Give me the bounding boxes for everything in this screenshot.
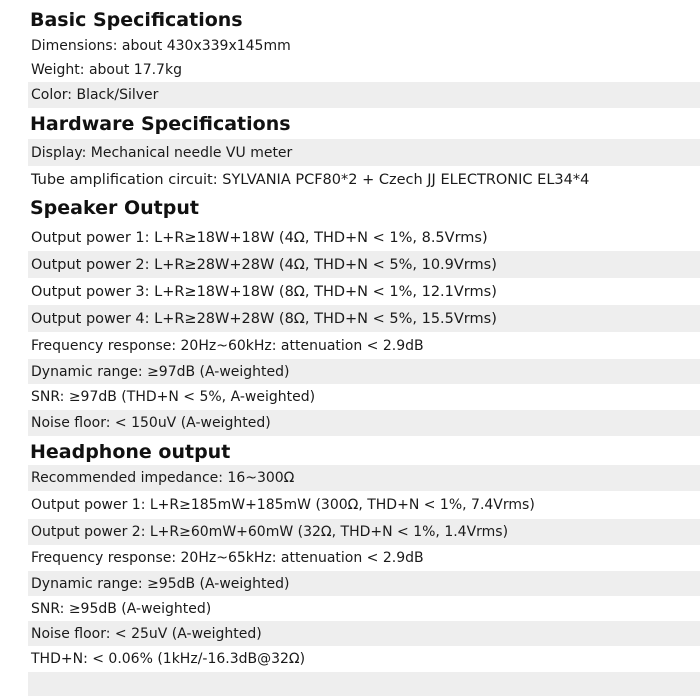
spec-row: Dimensions: about 430x339x145mm <box>31 38 291 54</box>
spec-row: Output power 1: L+R≥18W+18W (4Ω, THD+N < 1%, 8.5Vrms) <box>31 229 488 246</box>
spec-row: Output power 4: L+R≥28W+28W (8Ω, THD+N < 5%, 15.5Vrms) <box>28 305 700 332</box>
spec-row: Recommended impedance: 16~300Ω <box>28 465 700 491</box>
spec-row: Noise floor: < 25uV (A-weighted) <box>28 621 700 646</box>
table-footer-strip <box>28 672 700 696</box>
spec-row: Output power 2: L+R≥60mW+60mW (32Ω, THD+N < 1%, 1.4Vrms) <box>28 519 700 545</box>
spec-row: Frequency response: 20Hz~60kHz: attenuation < 2.9dB <box>31 337 424 354</box>
spec-row: Display: Mechanical needle VU meter <box>28 139 700 166</box>
spec-row: Color: Black/Silver <box>28 82 700 108</box>
spec-row: Tube amplification circuit: SYLVANIA PCF80*2 + Czech JJ ELECTRONIC EL34*4 <box>31 171 590 188</box>
spec-row: Noise floor: < 150uV (A-weighted) <box>28 410 700 436</box>
section-title-hardware: Hardware Specifications <box>30 113 291 135</box>
spec-row: SNR: ≥97dB (THD+N < 5%, A-weighted) <box>31 389 316 405</box>
spec-row: Frequency response: 20Hz~65kHz: attenuation < 2.9dB <box>31 550 424 566</box>
section-title-headphone: Headphone output <box>30 441 231 463</box>
spec-row: SNR: ≥95dB (A-weighted) <box>31 600 212 617</box>
spec-row: Weight: about 17.7kg <box>31 62 182 78</box>
spec-row: Dynamic range: ≥95dB (A-weighted) <box>28 571 700 596</box>
section-title-basic: Basic Specifications <box>30 9 243 31</box>
section-title-speaker: Speaker Output <box>30 197 199 219</box>
spec-row: THD+N: < 0.06% (1kHz/-16.3dB@32Ω) <box>31 651 306 667</box>
spec-row: Output power 3: L+R≥18W+18W (8Ω, THD+N < 1%, 12.1Vrms) <box>31 283 497 300</box>
spec-row: Output power 1: L+R≥185mW+185mW (300Ω, THD+N < 1%, 7.4Vrms) <box>31 497 535 513</box>
spec-row: Output power 2: L+R≥28W+28W (4Ω, THD+N < 5%, 10.9Vrms) <box>28 251 700 278</box>
spec-row: Dynamic range: ≥97dB (A-weighted) <box>28 359 700 384</box>
